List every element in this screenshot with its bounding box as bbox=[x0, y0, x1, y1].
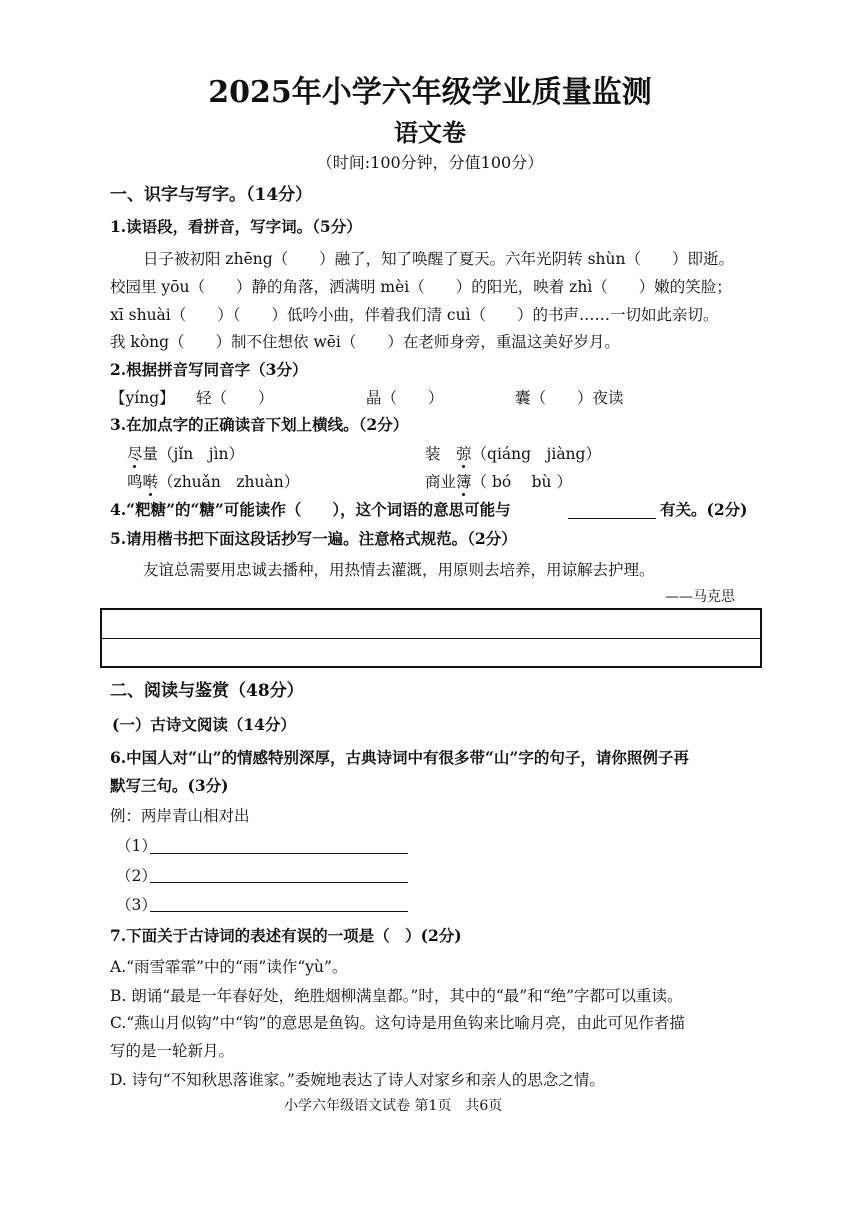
section2-heading: 二、阅读与鉴赏（48分） bbox=[110, 681, 304, 701]
copy-writing-divider bbox=[102, 638, 760, 639]
q7-option-a: A.“雨雪霏霏”中的“雨”读作“yù”。 bbox=[110, 958, 348, 976]
copy-writing-box[interactable] bbox=[100, 608, 762, 668]
q6-prompt-1: 6.中国人对“山”的情感特别深厚，古典诗词中有很多带“山”字的句子，请你照例子再 bbox=[110, 748, 689, 767]
q3-item-1-post: 量（jǐn jìn） bbox=[142, 445, 245, 463]
q2-prompt: 2.根据拼音写同音字（3分） bbox=[110, 360, 308, 379]
q1-line-1: 日子被初阳 zhēng（ ）融了，知了唤醒了夏天。六年光阴转 shùn（ ）即逝。 bbox=[143, 250, 734, 268]
q2-item-2: 晶（ ） bbox=[366, 389, 444, 407]
q5-author: ——马克思 bbox=[665, 589, 735, 605]
q2-item-3: 囊（ ）夜读 bbox=[515, 389, 624, 407]
exam-subtitle: 语文卷 bbox=[394, 118, 466, 147]
q3-item-2-post: （qiáng jiàng） bbox=[471, 445, 601, 463]
q4-answer-line[interactable] bbox=[568, 518, 656, 519]
q3-item-3-dotted-char: 啭 bbox=[142, 473, 159, 491]
exam-title: 2025年小学六年级学业质量监测 bbox=[208, 75, 652, 110]
q3-item-1-dotted-char: 尽 bbox=[127, 445, 143, 463]
q3-item-1 bbox=[127, 444, 244, 464]
q5-prompt: 5.请用楷书把下面这段话抄写一遍。注意格式规范。（2分） bbox=[110, 529, 517, 548]
q4-text-a: 4.“粑糖”的“糖”可能读作（ ），这个词语的意思可能与 bbox=[110, 500, 511, 519]
q7-option-c-cont: 写的是一轮新月。 bbox=[110, 1042, 235, 1060]
q7-option-b: B. 朗诵“最是一年春好处，绝胜烟柳满皇都。”时，其中的“最”和“绝”字都可以重读。 bbox=[110, 987, 683, 1005]
q1-line-2: 校园里 yōu（ ）静的角落，洒满明 mèi（ ）的阳光，映着 zhì（ ）嫩的笑脸； bbox=[110, 278, 732, 296]
q3-item-3-post: （zhuǎn zhuàn） bbox=[158, 473, 300, 491]
q5-quote: 友谊总需要用忠诚去播种，用热情去灌溉，用原则去培养，用谅解去护理。 bbox=[143, 561, 655, 579]
q3-item-2-pre: 装 bbox=[425, 445, 457, 463]
q6-blank-3[interactable] bbox=[150, 911, 408, 912]
q3-item-3 bbox=[127, 472, 299, 492]
q6-blank-1[interactable] bbox=[150, 853, 408, 854]
q3-item-4-pre: 商业 bbox=[425, 473, 457, 491]
q1-prompt: 1.读语段，看拼音，写字词。（5分） bbox=[110, 217, 362, 236]
q2-key: 【yíng】 bbox=[110, 389, 175, 407]
q6-prompt-2: 默写三句。(3分) bbox=[110, 776, 229, 795]
q4-text-b: 有关。(2分) bbox=[660, 500, 748, 519]
q6-blank-label-2: （2） bbox=[116, 867, 157, 885]
q7-prompt: 7.下面关于古诗词的表述有误的一项是（ ）(2分) bbox=[110, 926, 462, 945]
q3-item-4-dotted-char: 簿 bbox=[456, 473, 472, 491]
q3-item-4-post: （ bó bù ） bbox=[471, 473, 572, 491]
q1-line-4: 我 kòng（ ）制不住想依 wēi（ ）在老师身旁，重温这美好岁月。 bbox=[110, 333, 620, 351]
q6-blank-label-1: （1） bbox=[116, 837, 157, 855]
q7-option-d: D. 诗句“不知秋思落谁家。”委婉地表达了诗人对家乡和亲人的思念之情。 bbox=[110, 1071, 605, 1089]
q3-item-2-dotted-char: 弶 bbox=[456, 445, 472, 463]
section1-heading: 一、识字与写字。（14分） bbox=[110, 185, 313, 205]
section2-subheading: (一）古诗文阅读（14分） bbox=[112, 715, 296, 734]
q6-blank-label-3: （3） bbox=[116, 896, 157, 914]
q3-item-4 bbox=[425, 472, 572, 492]
exam-meta: （时间:100分钟，分值100分） bbox=[316, 153, 544, 172]
q2-item-1: 轻（ ） bbox=[196, 389, 274, 407]
q6-example: 例：两岸青山相对出 bbox=[110, 807, 250, 825]
q3-item-3-prefix: 鸣 bbox=[127, 473, 143, 491]
q3-prompt: 3.在加点字的正确读音下划上横线。（2分） bbox=[110, 415, 409, 434]
q1-line-3: xī shuài（ ）（ ）低吟小曲，伴着我们清 cuì（ ）的书声……一切如此亲切。 bbox=[110, 306, 719, 324]
q7-option-c: C.“燕山月似钩”中“钩”的意思是鱼钩。这句诗是用鱼钩来比喻月亮，由此可见作者描 bbox=[110, 1014, 685, 1032]
page-footer: 小学六年级语文试卷 第1页 共6页 bbox=[284, 1098, 503, 1114]
q6-blank-2[interactable] bbox=[150, 882, 408, 883]
q3-item-2 bbox=[425, 444, 601, 464]
